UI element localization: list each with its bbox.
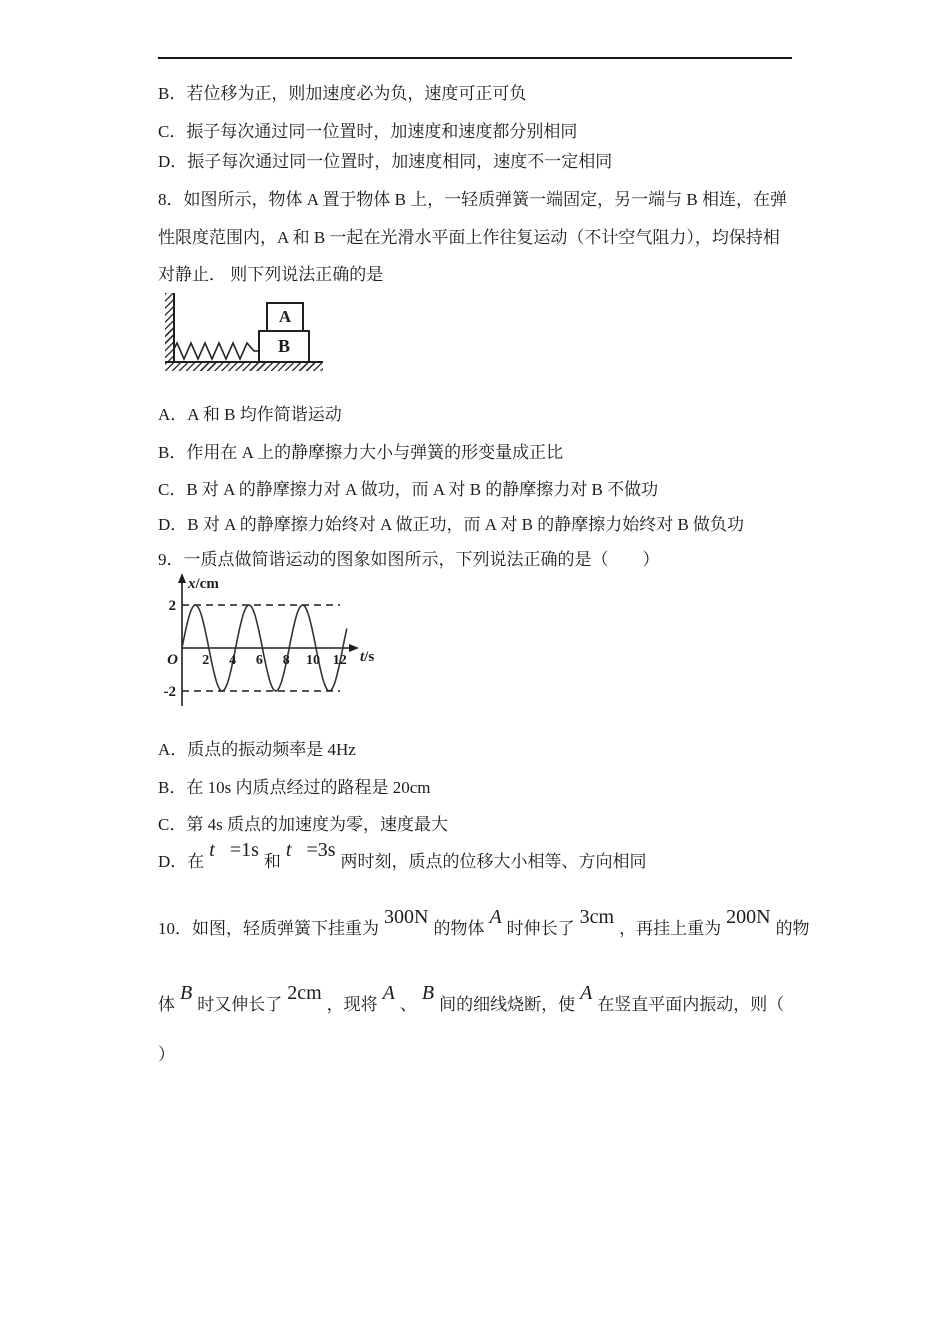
y-tick-plus2: 2 bbox=[168, 598, 176, 614]
x-tick-6: 6 bbox=[255, 653, 263, 668]
y-axis-title: x/cm bbox=[188, 576, 219, 592]
y-tick-minus2: -2 bbox=[163, 684, 176, 700]
q7-option-d: D．振子每次通过同一位置时，加速度相同，速度不一定相同 bbox=[158, 152, 613, 171]
inline-math: =1s bbox=[224, 839, 259, 861]
x-tick-10: 10 bbox=[306, 653, 320, 668]
q8-stem-line-3: 对静止． 则下列说法正确的是 bbox=[158, 265, 384, 284]
spring-icon bbox=[173, 340, 259, 362]
q9-option-d: D．在t =1s和t =3s两时刻，质点的位移大小相等、方向相同 bbox=[158, 839, 647, 871]
q10-stem-line-1: 10．如图，轻质弹簧下挂重为300N的物体A时伸长了3cm，再挂上重为200N的物 bbox=[158, 906, 810, 938]
q8-stem-line-1: 8．如图所示，物体 A 置于物体 B 上，一轻质弹簧一端固定，另一端与 B 相连，在弹 bbox=[158, 190, 788, 209]
inline-math: A bbox=[489, 906, 502, 928]
inline-math: B bbox=[421, 982, 435, 1004]
q8-option-c: C．B 对 A 的静摩擦力对 A 做功，而 A 对 B 的静摩擦力对 B 不做功 bbox=[158, 480, 659, 499]
q10-stem-line-3: ） bbox=[158, 1045, 175, 1064]
q9-option-b: B．在 10s 内质点经过的路程是 20cm bbox=[158, 778, 431, 797]
inline-math: =3s bbox=[301, 839, 336, 861]
q8-option-b: B．作用在 A 上的静摩擦力大小与弹簧的形变量成正比 bbox=[158, 443, 564, 462]
q7-option-b: B．若位移为正，则加速度必为负，速度可正可负 bbox=[158, 84, 527, 103]
shm-displacement-time-graph bbox=[148, 572, 398, 712]
q8-option-d: D．B 对 A 的静摩擦力始终对 A 做正功，而 A 对 B 的静摩擦力始终对 B 做负功 bbox=[158, 515, 745, 534]
q9-option-a: A．质点的振动频率是 4Hz bbox=[158, 740, 356, 759]
inline-math: t bbox=[209, 839, 215, 861]
spring-coil bbox=[173, 343, 259, 359]
q10-stem-line-2: 体B时又伸长了2cm，现将A、B间的细线烧断，使A在竖直平面内振动，则（ bbox=[158, 982, 785, 1014]
block-a-label: A bbox=[278, 307, 292, 326]
inline-math: B bbox=[180, 982, 193, 1004]
inline-math: t bbox=[285, 839, 292, 861]
block-a bbox=[266, 302, 304, 332]
x-tick-12: 12 bbox=[332, 653, 347, 668]
x-tick-8: 8 bbox=[282, 653, 290, 668]
x-tick-4: 4 bbox=[229, 653, 237, 668]
header-divider-line bbox=[158, 57, 792, 59]
inline-math: 2cm bbox=[287, 982, 322, 1004]
inline-math: A bbox=[382, 982, 395, 1004]
q7-option-c: C．振子每次通过同一位置时，加速度和速度都分别相同 bbox=[158, 122, 578, 141]
x-axis-arrow-icon bbox=[349, 644, 359, 652]
x-tick-2: 2 bbox=[202, 653, 210, 668]
inline-math: 200N bbox=[726, 906, 771, 928]
q8-option-a: A．A 和 B 均作简谐运动 bbox=[158, 405, 342, 424]
q8-spring-block-figure bbox=[160, 293, 345, 381]
q9-option-c: C．第 4s 质点的加速度为零，速度最大 bbox=[158, 815, 448, 834]
origin-label: O bbox=[167, 652, 178, 668]
y-axis-arrow-icon bbox=[178, 573, 186, 583]
block-b-label: B bbox=[277, 336, 290, 356]
block-b bbox=[258, 330, 310, 363]
inline-math: 300N bbox=[384, 906, 429, 928]
q9-stem: 9．一质点做简谐运动的图象如图所示，下列说法正确的是（ ） bbox=[158, 550, 660, 569]
q8-stem-line-2: 性限度范围内，A 和 B 一起在光滑水平面上作往复运动（不计空气阻力），均保持相 bbox=[158, 228, 780, 247]
x-axis-title: t/s bbox=[360, 649, 375, 665]
inline-math: 3cm bbox=[579, 906, 615, 928]
inline-math: A bbox=[580, 982, 593, 1004]
